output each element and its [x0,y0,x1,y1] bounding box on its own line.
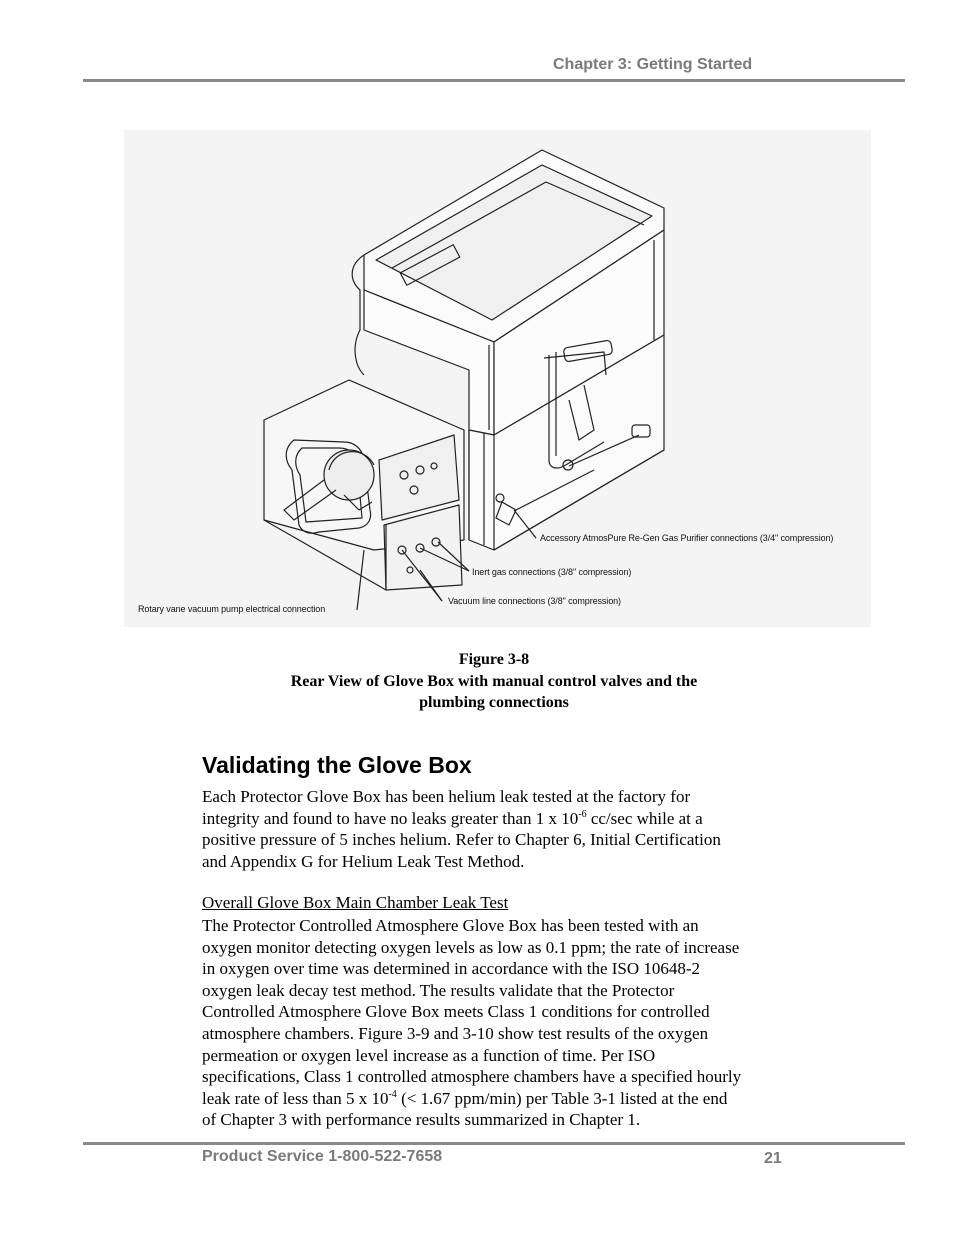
para2-line: permeation or oxygen level increase as a function of time. Per ISO [202,1045,656,1065]
figure-number: Figure 3-8 [458,651,530,668]
footer-product-service: Product Service 1-800-522-7658 [202,1148,443,1165]
para1-line: positive pressure of 5 inches helium. Refer to Chapter 6, Initial Certification [202,830,721,850]
figure-caption [200,649,788,714]
para2-line: leak rate of less than 5 x $10^{-4}$ (< 1.67 ppm/min) per Table 3-1 listed at the end [202,1088,728,1108]
page-number: 21 [764,1150,782,1167]
paragraph-helium-leak [202,786,802,872]
para1-line: Each Protector Glove Box has been helium leak tested at the factory for [202,787,691,806]
para1-line: integrity and found to have no leaks greater than 1 x $10^{-6}$ cc/sec while at a [202,808,703,828]
glove-box-line-drawing [124,130,871,627]
callout-inert-gas-connections: Inert gas connections (3/8" compression) [472,567,632,577]
para2-line: oxygen monitor detecting oxygen levels as low as 0.1 ppm; the rate of increase [202,937,740,957]
figure-caption-line-1: Rear View of Glove Box with manual control valves and the [290,672,698,690]
paragraph-oxygen-leak [202,915,802,1131]
subheading-leak-test: Overall Glove Box Main Chamber Leak Test [202,893,509,912]
callout-pump-electrical-connection: Rotary vane vacuum pump electrical connection [138,604,326,614]
para2-line: in oxygen over time was determined in accordance with the ISO 10648-2 [202,959,701,979]
para2-line: The Protector Controlled Atmosphere Glove Box has been tested with an [202,916,699,935]
callout-purifier-connections: Accessory AtmosPure Re-Gen Gas Purifier connections (3/4" compression) [540,533,834,543]
exponent: -6 [578,808,587,820]
header-rule [83,79,905,82]
footer-rule [83,1142,905,1145]
glove-box-rear-view-figure [124,130,871,627]
para1-line: and Appendix G for Helium Leak Test Method. [202,851,525,871]
callout-vacuum-line-connections: Vacuum line connections (3/8" compression) [448,596,621,606]
running-header: Chapter 3: Getting Started [553,56,753,73]
figure-caption-line-2: plumbing connections [419,694,569,711]
para2-line: of Chapter 3 with performance results summarized in Chapter 1. [202,1110,641,1130]
section-title: Validating the Glove Box [202,752,472,778]
para2-line: Controlled Atmosphere Glove Box meets Class 1 conditions for controlled [202,1002,710,1022]
exponent: -4 [388,1088,397,1100]
para2-line: specifications, Class 1 controlled atmosphere chambers have a specified hourly [202,1067,742,1087]
para2-line: atmosphere chambers. Figure 3-9 and 3-10 show test results of the oxygen [202,1023,709,1043]
para2-line: oxygen leak decay test method. The results validate that the Protector [202,980,675,1000]
